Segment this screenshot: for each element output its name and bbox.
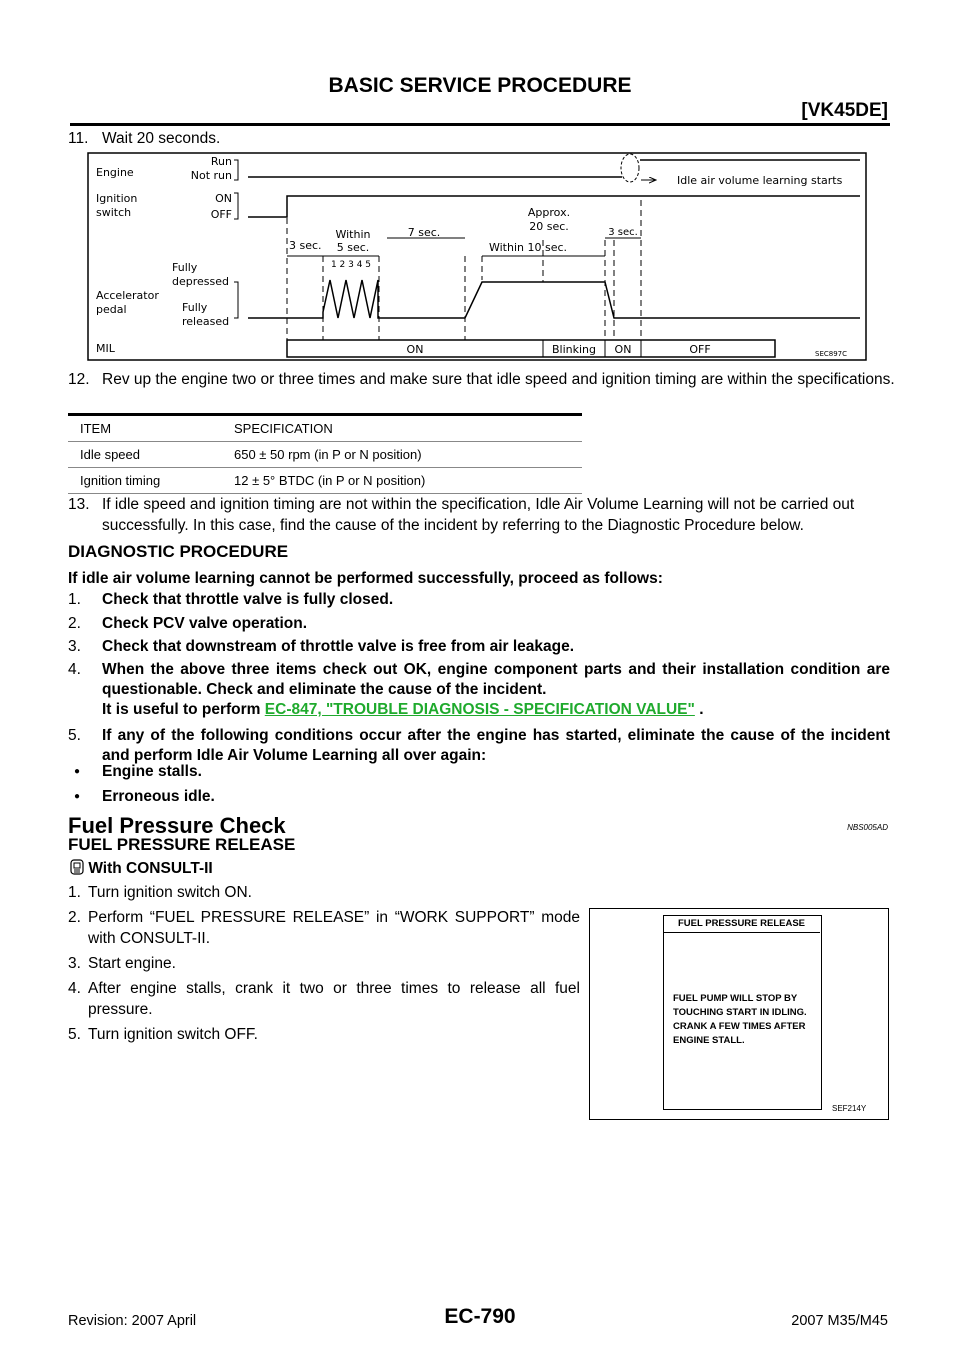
step-11-text: Wait 20 seconds.: [102, 130, 221, 147]
diag-step-text: Check that downstream of throttle valve is free from air leakage.: [102, 638, 575, 655]
fuel-pressure-heading: Fuel Pressure Check: [68, 813, 286, 838]
screen-title: FUEL PRESSURE RELEASE: [663, 915, 820, 933]
screen-fig-code: SEF214Y: [832, 1104, 867, 1113]
screen-line: ENGINE STALL.: [673, 1035, 745, 1046]
step-12-num: 12.: [68, 371, 90, 388]
label-7sec: 7 sec.: [407, 226, 441, 239]
label-released: released: [182, 315, 230, 328]
consult-label: With CONSULT-II: [88, 860, 213, 877]
fuel-step-text: After engine stalls, crank it two or three times to release all fuel pressure.: [88, 980, 580, 1018]
label-3sec-b: 3 sec.: [608, 227, 638, 238]
spec-value-link[interactable]: EC-847, "TROUBLE DIAGNOSIS - SPECIFICATION VALUE": [264, 701, 695, 718]
consult-icon: [70, 859, 84, 875]
bracket-pedal: [234, 282, 238, 318]
header-spec: SPECIFICATION: [222, 415, 582, 442]
section-code: NBS005AD: [847, 823, 888, 832]
accelerator-signal: [248, 280, 860, 318]
label-idle-learning: Idle air volume learning starts: [677, 174, 843, 187]
label-within10: Within 10 sec.: [488, 241, 568, 254]
bracket-ignition: [234, 193, 238, 219]
label-mil: MIL: [96, 342, 115, 355]
fuel-step-num: 2.: [68, 909, 81, 926]
label-off: OFF: [210, 208, 232, 221]
fuel-step-1: [68, 882, 580, 903]
diag-step-4-lead: It is useful to perform: [102, 701, 261, 718]
label-fully-1: Fully: [172, 261, 198, 274]
step-11-num: 11.: [68, 130, 89, 147]
label-within5-1: Within: [335, 228, 371, 241]
diagnostic-intro: If idle air volume learning cannot be performed successfully, proceed as follows:: [68, 570, 663, 587]
screen-message: [673, 992, 818, 1048]
diag-step-text: Check that throttle valve is fully closed.: [102, 591, 394, 608]
diag-step-num: 1.: [68, 591, 81, 608]
screen-line: TOUCHING START IN IDLING.: [673, 1007, 807, 1018]
step-12: [68, 369, 924, 390]
diag-step-text: When the above three items check out OK, engine component parts and their installation condition are questionable. Check and eliminate the cause of the incident.: [102, 661, 890, 698]
label-fully-2: Fully: [182, 301, 208, 314]
page-title: BASIC SERVICE PROCEDURE: [328, 74, 632, 97]
label-approx-1: Approx.: [527, 206, 571, 219]
bullet-item: ● Erroneous idle.: [102, 788, 215, 806]
mil-off: OFF: [689, 343, 711, 356]
fuel-step-4: [68, 978, 580, 1020]
table-header-row: [68, 415, 582, 442]
screen-line: FUEL PUMP WILL STOP BY: [673, 993, 798, 1004]
mil-blinking: Blinking: [551, 343, 597, 356]
diag-step-num: 2.: [68, 615, 81, 632]
fuel-step-num: 5.: [68, 1026, 81, 1043]
diag-step-4-tail: .: [699, 701, 704, 718]
label-engine: Engine: [96, 166, 134, 179]
cell-spec: 12 ± 5° BTDC (in P or N position): [222, 468, 582, 494]
spec-table: [68, 413, 582, 494]
diag-step-num: 4.: [68, 661, 81, 678]
label-run: Run: [210, 155, 232, 168]
fuel-step-num: 3.: [68, 955, 81, 972]
model-year: 2007 M35/M45: [791, 1313, 888, 1329]
mil-on: ON: [406, 343, 424, 356]
mil-on-2: ON: [614, 343, 632, 356]
diag-step-1: [68, 590, 890, 610]
step-13-num: 13.: [68, 496, 90, 513]
screen-line: CRANK A FEW TIMES AFTER: [673, 1021, 806, 1032]
step-11: [68, 128, 890, 149]
fuel-step-num: 1.: [68, 884, 81, 901]
step-13-text: If idle speed and ignition timing are not within the specification, Idle Air Volume Learning will not be carried out successfully. In this case, find the cause of the incident by referring to the Diagnostic Procedure below.: [102, 496, 855, 534]
header-rule: [70, 123, 890, 126]
fuel-step-2: [68, 907, 580, 949]
cell-spec: 650 ± 50 rpm (in P or N position): [222, 442, 582, 468]
label-count: 1 2 3 4 5: [330, 260, 372, 270]
bullet-item: ● Engine stalls.: [102, 763, 202, 781]
label-ignition: Ignition: [96, 192, 138, 205]
timing-fig-code: SEC897C: [815, 350, 848, 358]
label-pedal: pedal: [96, 303, 127, 316]
step-13: [68, 494, 924, 536]
diag-step-2: [68, 614, 890, 634]
page-number: EC-790: [444, 1305, 516, 1328]
table-row: [68, 442, 582, 468]
label-within5-2: 5 sec.: [336, 241, 370, 254]
diag-step-text: Check PCV valve operation.: [102, 615, 308, 632]
diag-step-4: [68, 660, 890, 720]
fuel-step-text: Turn ignition switch ON.: [88, 884, 252, 901]
consult-line: [70, 858, 213, 879]
cell-item: Idle speed: [68, 442, 222, 468]
fuel-step-5: [68, 1024, 580, 1045]
label-approx-2: 20 sec.: [529, 220, 569, 233]
diag-step-3: [68, 637, 890, 657]
label-depressed: depressed: [172, 275, 229, 288]
label-3sec-a: 3 sec.: [289, 239, 322, 252]
label-switch: switch: [96, 206, 132, 219]
step-12-text: Rev up the engine two or three times and make sure that idle speed and ignition timing are within the specifications.: [102, 371, 895, 388]
idle-learning-timing-chart: [87, 152, 867, 362]
diag-step-text: If any of the following conditions occur after the engine has started, eliminate the cause of the incident and perform Idle Air Volume Learning all over again:: [102, 727, 890, 764]
diagnostic-heading: DIAGNOSTIC PROCEDURE: [68, 542, 289, 561]
fuel-steps: [68, 882, 580, 1045]
learning-start-circle: [621, 154, 639, 182]
label-on: ON: [215, 192, 232, 205]
engine-code: [VK45DE]: [801, 100, 888, 121]
fuel-step-text: Perform “FUEL PRESSURE RELEASE” in “WORK SUPPORT” mode with CONSULT-II.: [88, 909, 580, 947]
label-not-run: Not run: [190, 169, 232, 182]
fuel-step-3: [68, 953, 580, 974]
table-row: [68, 468, 582, 494]
cell-item: Ignition timing: [68, 468, 222, 494]
bracket-engine: [234, 160, 238, 180]
diag-step-5: [68, 726, 890, 766]
fuel-step-text: Turn ignition switch OFF.: [88, 1026, 258, 1043]
label-accelerator: Accelerator: [96, 289, 159, 302]
diag-step-num: 3.: [68, 638, 81, 655]
fuel-release-subheading: FUEL PRESSURE RELEASE: [68, 835, 296, 854]
header-item: ITEM: [68, 415, 222, 442]
revision-date: Revision: 2007 April: [68, 1313, 197, 1329]
diag-step-num: 5.: [68, 727, 81, 744]
fuel-step-num: 4.: [68, 980, 81, 997]
fuel-step-text: Start engine.: [88, 955, 176, 972]
